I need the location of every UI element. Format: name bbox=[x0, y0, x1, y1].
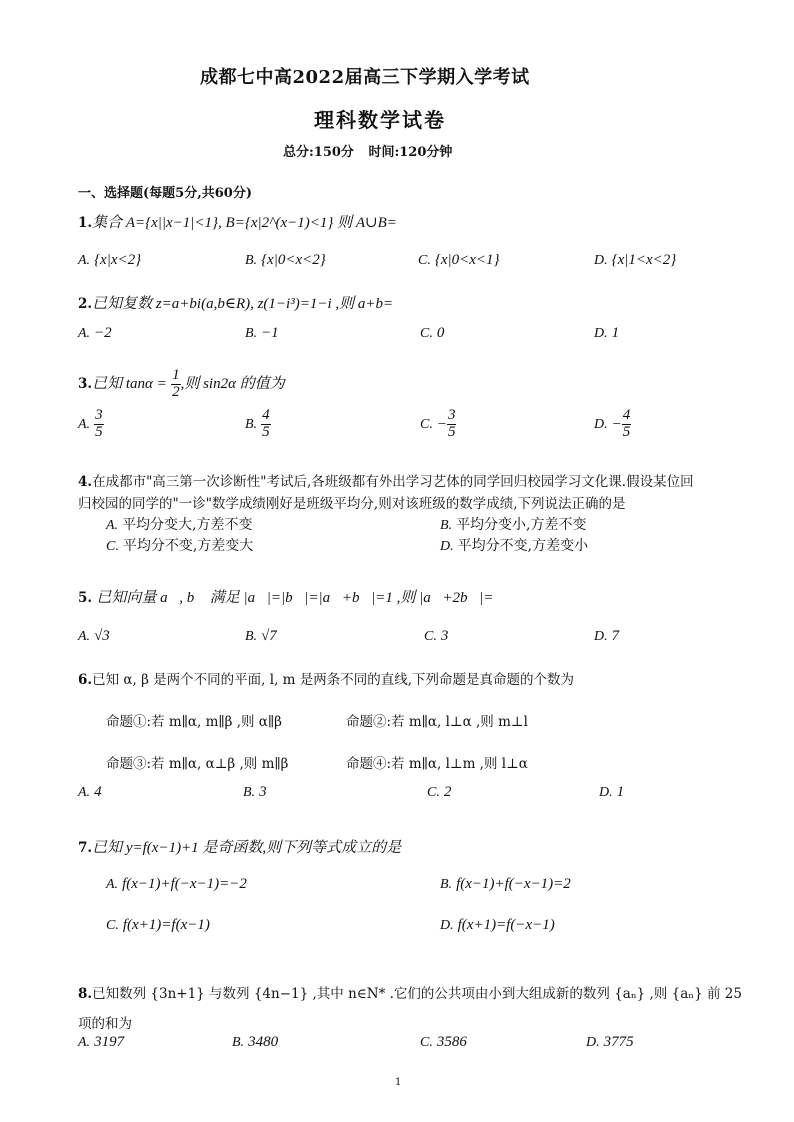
question-6 bbox=[78, 668, 574, 688]
q4-option-b[interactable]: B. 平均分变小,方差不变 bbox=[440, 517, 587, 533]
question-number: 1. bbox=[78, 215, 93, 231]
exam-meta: 总分:150分 时间:120分钟 bbox=[283, 145, 453, 160]
q1-option-a[interactable]: A. {x|x<2} bbox=[78, 252, 142, 268]
q4-option-d[interactable]: D. 平均分不变,方差变小 bbox=[440, 538, 589, 554]
question-7 bbox=[78, 836, 401, 857]
q2-option-b[interactable]: B. −1 bbox=[245, 325, 279, 341]
fraction: $\frac{1}{2}$ bbox=[172, 367, 180, 400]
q8-option-a[interactable]: A. 3197 bbox=[78, 1034, 125, 1050]
q4-option-a[interactable]: A. 平均分变大,方差不变 bbox=[106, 517, 253, 533]
exam-subtitle: 理科数学试卷 bbox=[314, 108, 446, 132]
q5-option-a[interactable]: A. √3 bbox=[78, 628, 110, 644]
q5-option-c[interactable]: C. 3 bbox=[424, 628, 449, 644]
q7-option-d[interactable]: D. f(x+1)=f(−x−1) bbox=[440, 917, 555, 933]
q2-option-a[interactable]: A. −2 bbox=[78, 325, 112, 341]
q6-option-a[interactable]: A. 4 bbox=[78, 784, 102, 800]
question-number: 5. bbox=[78, 590, 93, 606]
q7-option-a[interactable]: A. f(x−1)+f(−x−1)=−2 bbox=[106, 876, 247, 892]
q4-option-c[interactable]: C. 平均分不变,方差变大 bbox=[106, 538, 254, 554]
question-number: 7. bbox=[78, 840, 93, 856]
question-text: 已知 α, β 是两个不同的平面, l, m 是两条不同的直线,下列命题是真命题的个数为 bbox=[92, 672, 575, 688]
q7-option-c[interactable]: C. f(x+1)=f(x−1) bbox=[106, 917, 210, 933]
proposition-1: 命题①:若 m∥α, m∥β ,则 α∥β bbox=[106, 714, 282, 730]
page-number: 1 bbox=[395, 1077, 402, 1088]
q2-option-d[interactable]: D. 1 bbox=[594, 325, 620, 341]
question-3: 3.已知 tanα = $\frac{1}{2}$ ,则 sin2α 的值为 bbox=[78, 367, 285, 400]
question-text: 已知复数 z=a+bi(a,b∈R), z(1−i³)=1−i ,则 a+b= bbox=[92, 296, 394, 312]
q8-option-c[interactable]: C. 3586 bbox=[420, 1034, 467, 1050]
section-heading: 一、选择题(每题5分,共60分) bbox=[78, 186, 252, 201]
question-text: 集合 A={x||x−1|<1}, B={x|2^(x−1)<1} 则 A∪B= bbox=[92, 215, 397, 231]
question-text: 已知向量 a⃗, b⃗ 满足 |a⃗|=|b⃗|=|a⃗+b⃗|=1 ,则 |a⃗+2b⃗|= bbox=[96, 590, 494, 606]
question-2 bbox=[78, 292, 393, 313]
question-number: 8. bbox=[78, 986, 93, 1002]
q2-option-c[interactable]: C. 0 bbox=[420, 325, 445, 341]
question-8-line-1: 8.已知数列 {3n+1} 与数列 {4n−1} ,其中 n∈N* .它们的公共项由小到大组成新的数列 {aₙ} ,则 {aₙ} 前 25 bbox=[78, 986, 742, 1002]
q1-option-d[interactable]: D. {x|1<x<2} bbox=[594, 252, 677, 268]
proposition-3: 命题③:若 m∥α, α⊥β ,则 m∥β bbox=[106, 756, 289, 772]
question-text: 已知 y=f(x−1)+1 是奇函数,则下列等式成立的是 bbox=[92, 840, 402, 856]
question-number: 4. bbox=[78, 474, 93, 490]
question-5 bbox=[78, 586, 493, 607]
exam-title: 成都七中高2022届高三下学期入学考试 bbox=[200, 67, 530, 88]
q1-option-c[interactable]: C. {x|0<x<1} bbox=[418, 252, 500, 268]
q6-option-d[interactable]: D. 1 bbox=[599, 784, 625, 800]
q5-option-b[interactable]: B. √7 bbox=[245, 628, 277, 644]
q6-option-b[interactable]: B. 3 bbox=[243, 784, 267, 800]
q3-option-c[interactable]: C. − $\frac{3}{5}$ bbox=[420, 407, 456, 440]
question-number: 2. bbox=[78, 296, 93, 312]
question-4-line-2: 归校园的同学的"一诊"数学成绩刚好是班级平均分,则对该班级的数学成绩,下列说法正确的是 bbox=[78, 496, 626, 512]
q6-option-c[interactable]: C. 2 bbox=[427, 784, 452, 800]
question-8-line-2: 项的和为 bbox=[78, 1016, 132, 1032]
proposition-2: 命题②:若 m∥α, l⊥α ,则 m⊥l bbox=[346, 714, 528, 730]
question-number: 6. bbox=[78, 672, 93, 688]
q3-option-a[interactable]: A. $\frac{3}{5}$ bbox=[78, 407, 103, 440]
q8-option-d[interactable]: D. 3775 bbox=[586, 1034, 634, 1050]
q3-option-b[interactable]: B. $\frac{4}{5}$ bbox=[245, 407, 270, 440]
q5-option-d[interactable]: D. 7 bbox=[594, 628, 620, 644]
q8-option-b[interactable]: B. 3480 bbox=[232, 1034, 279, 1050]
question-number: 3. bbox=[78, 375, 93, 392]
question-1 bbox=[78, 211, 397, 232]
q3-option-d[interactable]: D. − $\frac{4}{5}$ bbox=[594, 407, 631, 440]
question-4-line-1: 4.在成都市"高三第一次诊断性"考试后,各班级都有外出学习艺体的同学回归校园学习文化课.假设某位回 bbox=[78, 474, 694, 490]
proposition-4: 命题④:若 m∥α, l⊥m ,则 l⊥α bbox=[346, 756, 528, 772]
q1-option-b[interactable]: B. {x|0<x<2} bbox=[245, 252, 326, 268]
q7-option-b[interactable]: B. f(x−1)+f(−x−1)=2 bbox=[440, 876, 571, 892]
